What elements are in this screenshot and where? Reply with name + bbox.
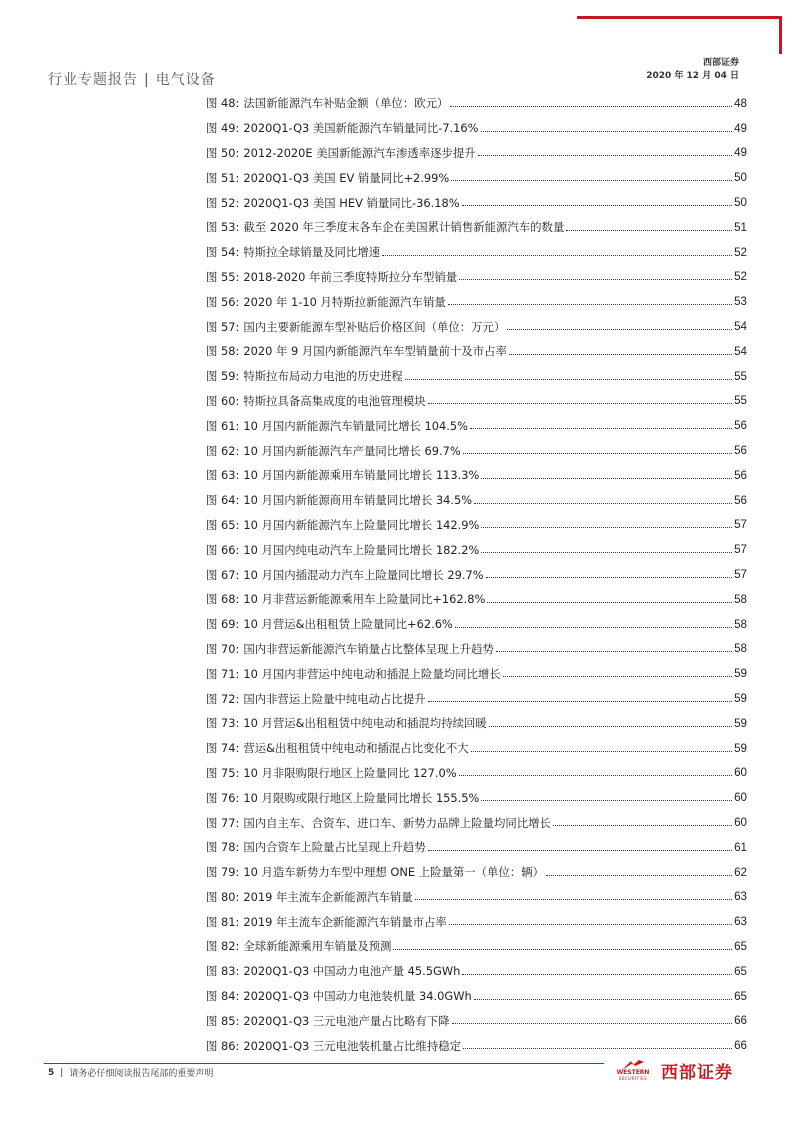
toc-page-number: 54	[734, 344, 747, 358]
toc-figure-title: 2019 年主流车企新能源汽车销量市占率	[243, 914, 447, 929]
toc-page-number: 65	[734, 964, 747, 978]
toc-page-number: 59	[734, 716, 747, 730]
toc-figure-title: 2019 年主流车企新能源汽车销量	[243, 889, 413, 904]
toc-figure-title: 10 月造车新势力车型中理想 ONE 上险量第一（单位：辆）	[243, 865, 544, 880]
toc-figure-title: 10 月国内新能源汽车产量同比增长 69.7%	[243, 443, 461, 458]
toc-entry[interactable]	[206, 711, 747, 736]
toc-page-number: 58	[734, 592, 747, 606]
toc-page-number: 56	[734, 444, 747, 458]
toc-dot-leader	[451, 180, 732, 181]
toc-dot-leader	[448, 304, 732, 305]
toc-figure-label: 图 51:	[206, 170, 240, 185]
toc-dot-leader	[496, 651, 732, 652]
toc-dot-leader	[459, 775, 733, 776]
logo-english-name: WESTERN	[616, 1069, 650, 1076]
toc-dot-leader	[507, 329, 732, 330]
toc-page-number: 57	[734, 568, 747, 582]
report-type-label: 行业专题报告	[48, 72, 138, 88]
toc-figure-title: 特斯拉具备高集成度的电池管理模块	[243, 393, 426, 408]
toc-page-number: 55	[734, 369, 747, 383]
toc-dot-leader	[474, 999, 732, 1000]
toc-figure-label: 图 75:	[206, 765, 240, 780]
toc-dot-leader	[452, 1023, 732, 1024]
toc-entry[interactable]	[206, 413, 747, 438]
toc-figure-title: 国内合资车上险量占比呈现上升趋势	[243, 840, 426, 855]
toc-page-number: 59	[734, 741, 747, 755]
toc-figure-label: 图 60:	[206, 393, 240, 408]
toc-figure-label: 图 81:	[206, 914, 240, 929]
toc-figure-label: 图 55:	[206, 269, 240, 284]
toc-figure-title: 2018-2020 年前三季度特斯拉分车型销量	[243, 269, 458, 284]
toc-page-number: 52	[734, 270, 747, 284]
toc-figure-title: 2020 年 9 月国内新能源汽车车型销量前十及市占率	[243, 344, 507, 359]
toc-page-number: 57	[734, 518, 747, 532]
toc-figure-title: 2020Q1-Q3 中国动力电池产量 45.5GWh	[243, 964, 461, 979]
footer-divider	[44, 1063, 604, 1064]
toc-figure-label: 图 61:	[206, 418, 240, 433]
toc-dot-leader	[481, 800, 732, 801]
toc-page-number: 52	[734, 245, 747, 259]
toc-entry[interactable]	[206, 934, 747, 959]
toc-figure-label: 图 66:	[206, 542, 240, 557]
toc-entry[interactable]	[206, 761, 747, 786]
figure-table-of-contents	[206, 91, 747, 1058]
toc-figure-title: 10 月国内非营运中纯电动和插混上险量均同比增长	[243, 666, 501, 681]
toc-figure-title: 2020Q1-Q3 三元电池产量占比略有下降	[243, 1013, 450, 1028]
toc-entry[interactable]	[206, 438, 747, 463]
toc-figure-title: 2020Q1-Q3 中国动力电池装机量 34.0GWh	[243, 989, 472, 1004]
toc-dot-leader	[481, 478, 732, 479]
toc-figure-title: 10 月国内新能源汽车销量同比增长 104.5%	[243, 418, 468, 433]
toc-dot-leader	[470, 428, 732, 429]
toc-figure-label: 图 82:	[206, 939, 240, 954]
toc-figure-title: 2020Q1-Q3 三元电池装机量占比维持稳定	[243, 1038, 461, 1053]
toc-dot-leader	[489, 726, 732, 727]
toc-page-number: 62	[734, 865, 747, 879]
toc-page-number: 65	[734, 989, 747, 1003]
toc-figure-title: 10 月营运&出租租赁中纯电动和插混均持续回暖	[243, 716, 487, 731]
toc-dot-leader	[462, 205, 733, 206]
toc-page-number: 58	[734, 642, 747, 656]
toc-figure-label: 图 54:	[206, 245, 240, 260]
toc-figure-label: 图 70:	[206, 641, 240, 656]
toc-dot-leader	[459, 279, 732, 280]
toc-dot-leader	[487, 602, 732, 603]
toc-figure-label: 图 57:	[206, 319, 240, 334]
toc-figure-title: 10 月国内插混动力汽车上险量同比增长 29.7%	[243, 567, 484, 582]
toc-entry[interactable]	[206, 959, 747, 984]
toc-page-number: 56	[734, 419, 747, 433]
logo-mark	[607, 1057, 657, 1083]
toc-dot-leader	[405, 379, 732, 380]
toc-entry[interactable]	[206, 488, 747, 513]
toc-entry[interactable]	[206, 562, 747, 587]
toc-page-number: 59	[734, 692, 747, 706]
header-accent-line	[577, 16, 782, 19]
toc-figure-title: 10 月国内新能源商用车销量同比增长 34.5%	[243, 493, 473, 508]
toc-figure-label: 图 50:	[206, 145, 240, 160]
toc-dot-leader	[546, 875, 732, 876]
toc-page-number: 63	[734, 890, 747, 904]
toc-entry[interactable]	[206, 537, 747, 562]
toc-figure-label: 图 48:	[206, 96, 240, 111]
toc-entry[interactable]	[206, 339, 747, 364]
report-category	[48, 69, 216, 89]
toc-figure-title: 国内自主车、合资车、进口车、新势力品牌上险量均同比增长	[243, 815, 551, 830]
toc-dot-leader	[553, 825, 732, 826]
toc-figure-label: 图 65:	[206, 517, 240, 532]
toc-dot-leader	[455, 627, 732, 628]
logo-english-subname: SECURITIES	[618, 1076, 648, 1081]
toc-page-number: 49	[734, 121, 747, 135]
toc-dot-leader	[428, 403, 732, 404]
logo-chinese-name: 西部证券	[661, 1062, 733, 1083]
toc-entry[interactable]	[206, 612, 747, 637]
toc-dot-leader	[486, 577, 733, 578]
toc-page-number: 60	[734, 816, 747, 829]
toc-dot-leader	[463, 453, 732, 454]
toc-figure-label: 图 83:	[206, 964, 240, 979]
toc-dot-leader	[428, 850, 732, 851]
toc-figure-title: 全球新能源乘用车销量及预测	[243, 939, 392, 954]
toc-entry[interactable]	[206, 240, 747, 265]
toc-figure-title: 特斯拉全球销量及同比增速	[243, 245, 381, 260]
toc-figure-label: 图 80:	[206, 889, 240, 904]
toc-figure-label: 图 64:	[206, 493, 240, 508]
toc-entry[interactable]	[206, 289, 747, 314]
toc-figure-label: 图 74:	[206, 741, 240, 756]
header-date: 2020 年 12 月 04 日	[646, 71, 739, 81]
toc-entry[interactable]	[206, 835, 747, 860]
toc-page-number: 60	[734, 766, 747, 780]
toc-figure-title: 2012-2020E 美国新能源汽车渗透率逐步提升	[243, 145, 476, 160]
toc-figure-title: 法国新能源汽车补贴金额（单位：欧元）	[243, 96, 449, 111]
toc-entry[interactable]	[206, 215, 747, 240]
toc-entry[interactable]	[206, 141, 747, 166]
footer	[48, 1066, 213, 1079]
toc-figure-title: 2020Q1-Q3 美国 HEV 销量同比-36.18%	[243, 195, 460, 210]
toc-dot-leader	[478, 155, 732, 156]
toc-page-number: 66	[734, 1014, 747, 1028]
toc-entry[interactable]	[206, 513, 747, 538]
toc-figure-label: 图 63:	[206, 468, 240, 483]
toc-page-number: 61	[734, 840, 747, 854]
report-type-separator: |	[144, 72, 150, 88]
toc-dot-leader	[462, 974, 732, 975]
toc-figure-label: 图 68:	[206, 592, 240, 607]
toc-entry[interactable]	[206, 686, 747, 711]
toc-dot-leader	[503, 676, 732, 677]
toc-figure-label: 图 49:	[206, 121, 240, 136]
toc-page-number: 49	[734, 146, 747, 160]
toc-figure-label: 图 69:	[206, 617, 240, 632]
toc-figure-title: 国内非营运上险量中纯电动占比提升	[243, 691, 426, 706]
toc-figure-title: 10 月非营运新能源乘用车上险量同比+162.8%	[243, 592, 486, 607]
toc-entry[interactable]	[206, 190, 747, 215]
toc-entry[interactable]	[206, 165, 747, 190]
report-sector-label: 电气设备	[155, 72, 216, 88]
toc-entry[interactable]	[206, 984, 747, 1009]
toc-dot-leader	[481, 552, 732, 553]
toc-dot-leader	[481, 527, 732, 528]
toc-figure-label: 图 52:	[206, 195, 240, 210]
toc-page-number: 66	[734, 1039, 747, 1053]
toc-figure-label: 图 76:	[206, 790, 240, 805]
toc-figure-title: 2020Q1-Q3 美国新能源汽车销量同比-7.16%	[243, 121, 479, 136]
toc-figure-label: 图 71:	[206, 666, 240, 681]
toc-figure-label: 图 85:	[206, 1013, 240, 1028]
toc-entry[interactable]	[206, 909, 747, 934]
toc-entry[interactable]	[206, 736, 747, 761]
toc-figure-label: 图 79:	[206, 865, 240, 880]
toc-entry[interactable]	[206, 116, 747, 141]
toc-figure-title: 营运&出租租赁中纯电动和插混占比变化不大	[243, 741, 469, 756]
toc-page-number: 48	[734, 96, 747, 110]
footer-disclaimer: 请务必仔细阅读报告尾部的重要声明	[69, 1069, 214, 1079]
toc-figure-label: 图 53:	[206, 220, 240, 235]
toc-page-number: 58	[734, 617, 747, 631]
toc-dot-leader	[474, 503, 732, 504]
toc-figure-label: 图 84:	[206, 989, 240, 1004]
toc-dot-leader	[428, 701, 732, 702]
toc-figure-title: 10 月非限购限行地区上险量同比 127.0%	[243, 765, 457, 780]
toc-page-number: 57	[734, 543, 747, 557]
toc-dot-leader	[382, 255, 732, 256]
toc-page-number: 55	[734, 394, 747, 408]
toc-dot-leader	[393, 949, 732, 950]
toc-entry[interactable]	[206, 860, 747, 885]
toc-dot-leader	[471, 751, 732, 752]
toc-figure-title: 特斯拉布局动力电池的历史进程	[243, 369, 403, 384]
toc-entry[interactable]	[206, 1008, 747, 1033]
toc-entry[interactable]	[206, 885, 747, 910]
toc-dot-leader	[415, 899, 732, 900]
toc-entry[interactable]	[206, 364, 747, 389]
toc-page-number: 56	[734, 468, 747, 482]
header-accent-corner	[779, 16, 782, 54]
toc-figure-title: 10 月限购或限行地区上险量同比增长 155.5%	[243, 790, 480, 805]
toc-entry[interactable]	[206, 661, 747, 686]
toc-figure-title: 2020 年 1-10 月特斯拉新能源汽车销量	[243, 294, 446, 309]
toc-page-number: 56	[734, 493, 747, 507]
page-number: 5	[48, 1067, 55, 1078]
toc-entry[interactable]	[206, 265, 747, 290]
toc-dot-leader	[449, 924, 732, 925]
toc-figure-label: 图 77:	[206, 815, 240, 830]
toc-figure-title: 10 月国内新能源汽车上险量同比增长 142.9%	[243, 517, 480, 532]
toc-entry[interactable]	[206, 587, 747, 612]
toc-figure-label: 图 62:	[206, 443, 240, 458]
toc-dot-leader	[463, 1048, 732, 1049]
toc-entry[interactable]	[206, 810, 747, 835]
toc-dot-leader	[509, 354, 732, 355]
toc-figure-title: 截至 2020 年三季度末各车企在美国累计销售新能源汽车的数量	[243, 220, 565, 235]
toc-figure-label: 图 59:	[206, 369, 240, 384]
toc-entry[interactable]	[206, 785, 747, 810]
toc-figure-label: 图 58:	[206, 344, 240, 359]
toc-page-number: 50	[734, 196, 747, 210]
toc-dot-leader	[481, 131, 733, 132]
toc-figure-label: 图 86:	[206, 1038, 240, 1053]
toc-dot-leader	[450, 106, 732, 107]
company-logo	[607, 1057, 733, 1083]
toc-figure-title: 2020Q1-Q3 美国 EV 销量同比+2.99%	[243, 170, 450, 185]
toc-entry[interactable]	[206, 314, 747, 339]
toc-page-number: 54	[734, 320, 747, 334]
toc-page-number: 63	[734, 915, 747, 929]
header-firm-name: 西部证券	[702, 58, 739, 68]
toc-entry[interactable]	[206, 389, 747, 414]
toc-page-number: 50	[734, 171, 747, 185]
toc-page-number: 60	[734, 791, 747, 805]
toc-figure-title: 国内非营运新能源汽车销量占比整体呈现上升趋势	[243, 641, 494, 656]
toc-figure-label: 图 67:	[206, 567, 240, 582]
toc-entry[interactable]	[206, 637, 747, 662]
toc-figure-title: 国内主要新能源车型补贴后价格区间（单位：万元）	[243, 319, 506, 334]
toc-figure-title: 10 月国内纯电动汽车上险量同比增长 182.2%	[243, 542, 480, 557]
toc-page-number: 51	[734, 220, 747, 234]
toc-figure-title: 10 月营运&出租租赁上险量同比+62.6%	[243, 617, 453, 632]
toc-figure-label: 图 72:	[206, 691, 240, 706]
toc-figure-label: 图 78:	[206, 840, 240, 855]
toc-figure-title: 10 月国内新能源乘用车销量同比增长 113.3%	[243, 468, 480, 483]
toc-figure-label: 图 56:	[206, 294, 240, 309]
toc-dot-leader	[566, 230, 732, 231]
toc-entry[interactable]	[206, 463, 747, 488]
toc-page-number: 65	[734, 939, 747, 953]
toc-figure-label: 图 73:	[206, 716, 240, 731]
toc-entry[interactable]	[206, 1033, 747, 1058]
toc-entry[interactable]	[206, 91, 747, 116]
footer-separator: |	[60, 1067, 64, 1078]
toc-page-number: 59	[734, 667, 747, 681]
toc-page-number: 53	[734, 295, 747, 309]
